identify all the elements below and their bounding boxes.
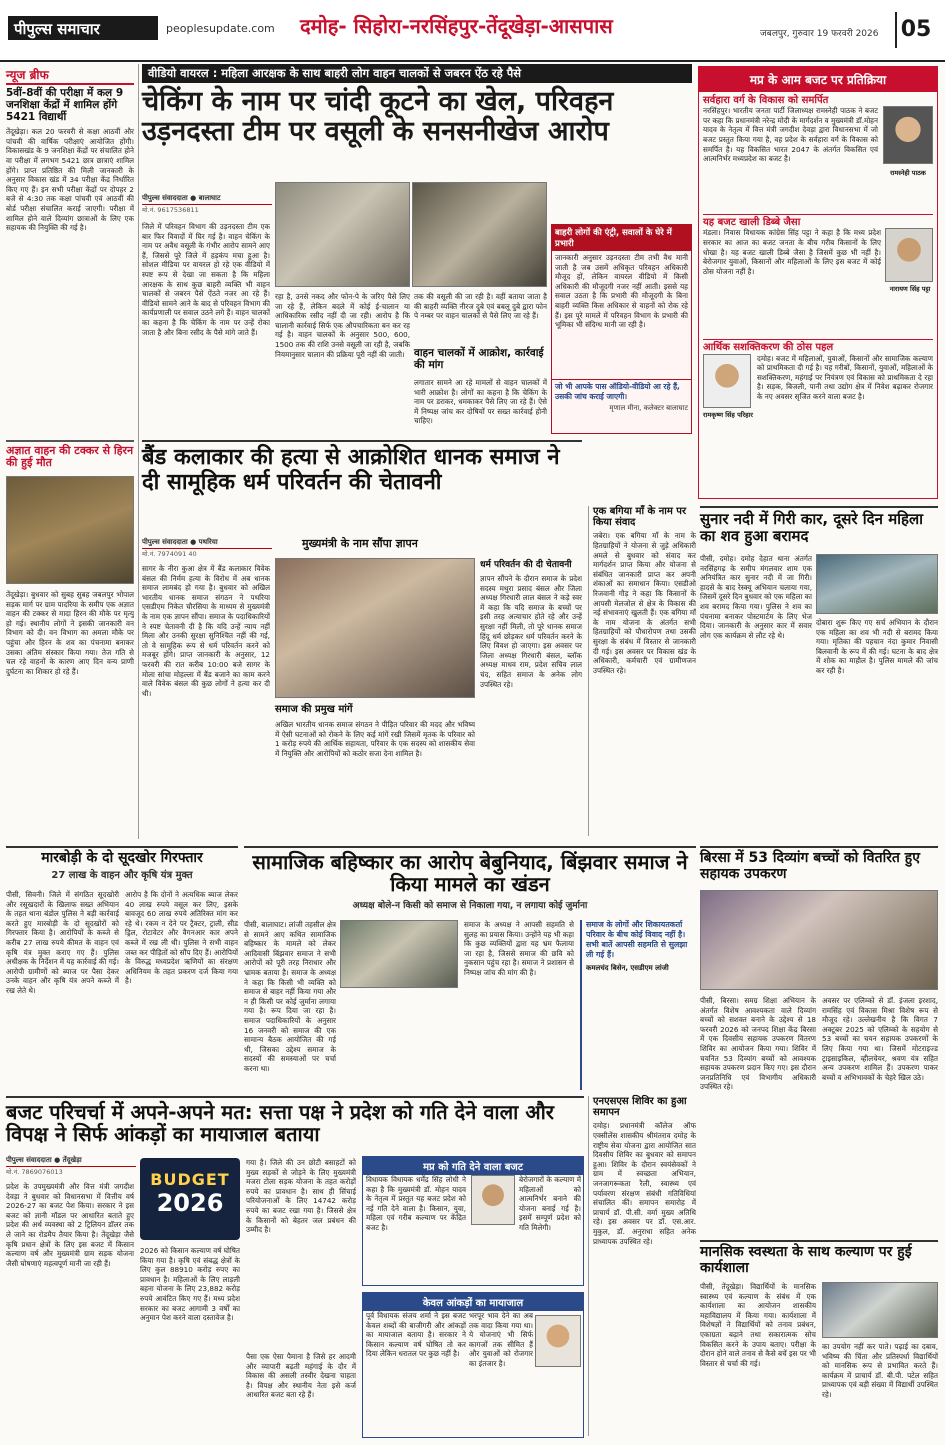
paper-name: पीपुल्स समाचार [14,20,100,38]
video-photo-2 [412,182,547,287]
nss-story [588,1096,696,1436]
birsa-photo [700,890,938,990]
band-headline: बैंड कलाकार की हत्या से आक्रोशित धानक समाज ने दी सामूहिक धर्म परिवर्तन की चेतावनी [142,445,560,495]
video-headline: चेकिंग के नाम पर चांदी कूटने का खेल, परिवहन उड़नदस्ता टीम पर वसूली के सनसनीखेज आरोप [142,86,614,148]
marwari-subhead: 27 लाख के वाहन और कृषि यंत्र मुक्त [51,869,193,881]
section-title: दमोह- सिहोरा-नरसिंहपुर-तेंदूखेड़ा-आसपास [300,14,613,38]
band-text: सागर के नीरा कुआ क्षेत्र में बैंड कलाकार विवेक बंसल की निर्मम हत्या के विरोध में अब धानक समाज लामबंद हो गया है। बुधवार को अखिल भारतीय धानक समाज संगठन ने पथरिया एसडीएम निकेत चौरसिया के माध्यम से मुख्यमंत्री के नाम एक ज्ञापन सौंपा। समाज के पदाधिकारियों ने स्पष्ट चेतावनी दी है कि यदि उन्हें न्याय नहीं मिला और उनकी सुरक्षा सुनिश्चित नहीं की गई, तो वे सामूहिक रूप से धर्म परिवर्तन करने को मजबूर होंगे। प्राप्त जानकारी के अनुसार, 12 फरवरी की रात करीब 10:00 बजे सागर के मोला सांचा मोहल्ला में बैंड बजाने का काम करने वाले विवेक बंसल की कुछ लोगों ने हत्या कर दी थी। [142,564,270,698]
masthead [0,0,945,62]
page-number: 05 [895,12,935,48]
birsa-text-2: अवसर पर एलिम्को से डॉ. इंजला इरशाद, रामसिंह एवं विकास मिश्रा विशेष रूप से मौजूद रहे। उल्लेखनीय है कि विगत 7 अक्टूबर 2025 को एलिम्को के सहयोग से 53 बच्चों का चयन सहायक उपकरणों के लिए किया गया था। जिसमें मोटराइज्ड ट्राइसाइकिल, व्हीलचेयर, श्रवण यंत्र सहित अन्य उपकरण शामिल हैं। उपकरण पाकर बच्चों व अभिभावकों के चेहरे खिल उठे। [822,996,938,1082]
boycott-quote-by: कमलचंद बिसेन, एसडीएम लांजी [586,964,669,972]
budget-mobile: मो.नं. 7869076013 [6,1168,63,1176]
video-text: जिले में परिवहन विभाग की उड़नदस्ता टीम एक बार फिर विवादों में घिर गई है। वाहन चेकिंग के नाम पर अवैध वसूली के गंभीर आरोप सामने आए हैं, जिससे पूरे जिले में हड़कंप मचा हुआ है। सोशल मीडिया पर वायरल हो रहे एक वीडियो में स्पष्ट रूप से देखा जा सकता है कि महिला आरक्षक के साथ कुछ बाहरी व्यक्ति भी वाहन चालकों से जबरन पैसे ऐंठते नजर आ रहे हैं। वीडियो सामने आने के बाद से परिवहन विभाग की कार्यप्रणाली पर सवाल उठने लगे हैं। वाहन चालकों का कहना है कि चेकिंग के नाम पर उन्हें रोका जाता है और बिना रसीद के पैसे मांगे जाते हैं। [142,222,270,337]
mental-story [700,1240,938,1440]
boycott-text-2: समाज के अध्यक्ष ने आपसी सहमति से सुलह का प्रयास किया। उन्होंने यह भी कहा कि कुछ व्यक्तियों द्वारा यह भ्रम फैलाया जा रहा है, जिससे समाज की छवि को नुकसान पहुंच रहा है। समाज ने प्रशासन से निष्पक्ष जांच की मांग की है। [464,920,574,977]
budget-item3-title: आर्थिक सशक्तिकरण की ठोस पहल [703,339,933,353]
budget-graphic-year: 2026 [156,1189,224,1217]
name-dialogue-text: जबेरा। एक बगिया माँ के नाम के हितग्राहियों ने योजना से जुड़े अधिकारी अमले से बुधवार को संवाद कर मार्गदर्शन प्राप्त किया और योजना से संबंधित जानकारी प्राप्त कर अपनी शंकाओं का समाधान किया। एसडीओ रिजवानी गौड़ ने कहा कि किसानों के आपसी मेलजोल से क्षेत्र के विकास की नई संभावनाएं खुलती हैं। एक बगिया माँ के नाम योजना के अंतर्गत सभी हितग्राहियों को पौधारोपण तथा उसकी सुरक्षा के संबंध में विस्तार से जानकारी दी गई। इस अवसर पर विकास खंड के अधिकारी, कर्मचारी एवं ग्रामीणजन उपस्थित रहे। [593,531,696,675]
budget-con-photo [535,1315,581,1367]
budget-text-4: पैसा एक ऐसा पैमाना है जिसे हर आदमी और व्यापारी बढ़ती महंगाई के दौर में विकास की असली तस्वीर देखना चाहता है। विपक्ष और स्थानीय नेता इसे कर्ज आधारित बजट बता रहे हैं। [246,1352,356,1400]
budget-graphic-label: BUDGET [150,1170,230,1189]
budget-byline: पीपुल्स संवाददाता ● तेंदूखेड़ा [6,1156,136,1167]
boycott-text: पीसी, बालाघाट। लांजी तहसील क्षेत्र से सामने आए कथित सामाजिक बहिष्कार के मामले को लेकर आदिवासी बिंझवार समाज ने सभी आरोपों को पूरी तरह निराधार और भ्रामक बताया है। समाज के अध्यक्ष ने कहा कि किसी भी व्यक्ति को समाज से बाहर नहीं किया गया और न ही किसी पर कोई जुर्माना लगाया गया है। रूप दिया जा रहा है। समाज पदाधिकारियों के अनुसार 16 जनवरी को समाज की एक सामान्य बैठक आयोजित की गई थी, जिसका उद्देश्य समाज के सदस्यों की समस्याओं पर चर्चा करना था। [244,920,336,1073]
budget-pro-box [362,1156,584,1286]
name-dialogue-story [588,506,696,836]
mental-photo [822,1282,938,1338]
marwari-headline: मारबोड़ी के दो सूदखोर गिरफ्तार [41,850,203,866]
band-mobile: मो.नं. 7974091 40 [142,550,197,558]
video-byline: पीपुल्स संवाददाता ● बालाघाट [142,194,272,205]
band-story [142,440,582,838]
boycott-quote: समाज के लोगों और शिकायतकर्ता परिवार के बीच कोई विवाद नहीं है। सभी बातें आपसी सहमति से सुलझा ली गई हैं। [586,920,688,959]
marwari-text: पीसी, सिवनी। जिले में संगठित सूदखोरी और रसूखदारों के खिलाफ सख्त अभियान के तहत थाना बंडोल पुलिस ने बड़ी कार्रवाई करते हुए मारबोड़ी के दो सूदखोरों को गिरफ्तार किया है। आरोपियों के कब्जे से करीब 27 लाख रुपये कीमत के वाहन एवं कृषि यंत्र मुक्त कराए गए हैं। पुलिस अधीक्षक के निर्देशन में यह कार्रवाई की गई। आरोपी ग्रामीणों को ब्याज पर पैसा देकर उनके वाहन और कृषि यंत्र अपने कब्जे में रख लेते थे। [6,890,119,995]
budget-item1-photo [883,106,933,164]
budget-item1-text: नरसिंहपुर। भारतीय जनता पार्टी जिलाध्यक्ष रामस्नेही पाठक ने बजट पर कहा कि प्रधानमंत्री नरेन्द्र मोदी के मार्गदर्शन व मुख्यमंत्री डॉ.मोहन यादव के नेतृत्व में वित्त मंत्री जगदीश देवड़ा द्वारा विधानसभा में जो बजट प्रस्तुत किया गया है, वह प्रदेश के सर्वहारा वर्ग के विकास को समर्पित है। यह विकसित भारत 2047 के अंतर्गत विकसित एवं आत्मनिर्भर मध्यप्रदेश का बजट है। [703,106,878,164]
budget-reaction-column [698,66,938,499]
deer-text: तेंदूखेड़ा। बुधवार को सुबह सुबह जबलपुर भोपाल सड़क मार्ग पर ग्राम पादरिया के समीप एक अज्ञात वाहन की टक्कर से मादा हिरन की मौके पर मृत्यु हो गई। स्थानीय लोगों ने इसकी जानकारी वन विभाग को दी। वन विभाग का अमला मौके पर पहुंचा और हिरन के शव का पंचनामा बनाकर उसका अंतिम संस्कार किया गया। तेज गति से चल रहे वाहनों के कारण आए दिन वन्य प्राणी दुर्घटना का शिकार हो रहे हैं। [6,590,134,676]
deer-headline: अज्ञात वाहन की टक्कर से हिरन की हुई मौत [6,440,134,470]
video-text-3: तक की वसूली की जा रही है। वहीं बताया जाता है की बाहरी व्यक्ति नीरज दुबे एवं बबलू दुबे द्वारा फोन पे नम्बर पर वाहन चालकों से पैसे लिए जा रहे हैं। [414,292,547,321]
news-brief-label: न्यूज ब्रीफ [6,66,134,85]
budget-pro-photo [471,1175,515,1225]
boycott-story [244,846,696,1091]
budget-story [6,1096,584,1439]
budget-item3-text: दमोह। बजट में महिलाओं, युवाओं, किसानों और सामाजिक कल्याण को प्राथमिकता दी गई है। यह गरीबों, किसानों, युवाओं, महिलाओं के सशक्तिकरण, महंगाई पर नियंत्रण एवं विकास को प्राथमिकता दे रहा है। सड़क, बिजली, पानी तथा उद्योग क्षेत्र में निवेश बढ़ाकर रोजगार के नए अवसर सृजित करने वाला बजट है। [757,353,933,401]
mental-headline: मानसिक स्वस्थता के साथ कल्याण पर हुई कार्यशाला [700,1244,912,1276]
band-demands-text: अखिल भारतीय धानक समाज संगठन ने पीड़ित परिवार की मदद और भविष्य में ऐसी घटनाओं को रोकने के लिए कई मांगें रखी जिसमें मृतक के परिवार को 1 करोड़ रुपये की आर्थिक सहायता, परिवार के एक सदस्य को शासकीय सेवा में नियुक्ति और आरोपियों को कठोर सजा देना शामिल है। [275,720,475,758]
news-brief-text: तेंदूखेड़ा। कल 20 फरवरी से कक्षा आठवीं और पांचवी की वार्षिक परीक्षाएं आयोजित होंगी। विकासखंड के 9 जनशिक्षा केंद्रों पर संचालित होने वा परीक्षा में लगभग 5421 छात्र छात्राएं शामिल होंगे। प्राप्त प्रतिष्ठित की मिली जानकारी के अनुसार विकास खंड में 34 परीक्षा केंद्र निर्धारित किए गए हैं। इन सभी परीक्षा केंद्रों पर दोपहर 2 बजे से 4:30 तक कक्षा पांचवी एवं आठवीं की बोर्ड परीक्षा संचालित कराई जाएगी। परीक्षा में शामिल होने वाले दिव्यांग छात्राओं के लिए एक सहायक की नियुक्ति की गई है। [6,127,134,233]
budget-reaction-header: मप्र के आम बजट पर प्रतिक्रिया [699,67,937,92]
budget-item2-name: नारायण सिंह पट्टा [889,285,931,294]
video-inset-text: जानकारी अनुसार उड़नदस्ता टीम तभी वैध मानी जाती है जब उसमें अधिकृत परिवहन अधिकारी मौजूद हों, लेकिन वायरल वीडियो में किसी अधिकारी की मौजूदगी नजर नहीं आती। इससे यह सवाल उठता है कि प्रभारी की मौजूदगी के बिना बाहरी व्यक्ति किस अधिकार से वाहनों को रोक रहे हैं। इस पूरे मामले में परिवहन विभाग के प्रभारी की भूमिका भी संदिग्ध मानी जा रही है। [555,253,688,330]
nss-headline: एनएसएस शिविर का हुआ समापन [593,1096,687,1119]
budget-item3-name: रामकृष्ण सिंह परिहार [703,410,753,419]
deer-photo [6,476,134,584]
boycott-subhead: अध्यक्ष बोले-न किसी को समाज से निकाला गया, न लगाया कोई जुर्माना [352,900,588,911]
budget-con-box [362,1292,584,1438]
marwari-text-2: आरोप है कि दोनों ने अत्यधिक ब्याज लेकर 40 लाख रुपये वसूल कर लिए, इसके बावजूद 60 लाख रुपये अतिरिक्त मांग कर रहे थे। रकम न देने पर ट्रैक्टर, ट्राली, सीड ड्रिल, रोटावेटर और वैगनआर कार अपने कब्जे में रख ली थी। पुलिस ने सभी वाहन जब्त कर पीड़ितों को सौंप दिए हैं। आरोपियों के विरुद्ध मध्यप्रदेश ऋणियों का संरक्षण अधिनियम के तहत प्रकरण दर्ज किया गया है। [125,890,238,986]
budget-con-text: पूर्व विधायक संजय शर्मा ने इस बजट केवल शब्दों की बाजीगरी और आंकड़ों का मायाजाल बताया है। सरकार ने किसान कल्याण वर्ष घोषित तो कर दिया लेकिन धरातल पर कुछ नहीं है। [366,1311,466,1359]
river-photo [816,554,938,614]
video-inset-quote: जो भी आपके पास ऑडियो-वीडियो आ रहे हैं, उसकी जांच कराई जाएगी। [552,379,691,404]
river-text-2: दोबारा शुरू किए गए सर्च अभियान के दौरान एक महिला का शव भी नदी से बरामद किया गया। मृतिका की पहचान नंदा कुमार निवासी बिलवानी के रूप में की गई। घटना के बाद क्षेत्र में शोक का माहौल है। पुलिस मामले की जांच कर रही है। [816,618,938,675]
budget-text-2: 2026 को किसान कल्याण वर्ष घोषित किया गया है। कृषि एवं संबद्ध क्षेत्रों के लिए कुल 88910 करोड़ रुपए का प्रावधान है। महिलाओं के लिए लाड़ली बहना योजना के लिए 23,882 करोड़ रुपये आवंटित किए गए हैं। मध्य प्रदेश सरकार का बजट आगामी 3 वर्षों का अनुमान पेश करने वाला दस्तावेज है। [140,1246,240,1323]
birsa-text: पीसी, बिरसा। समग्र शिक्षा अभियान के अंतर्गत विशेष आवश्यकता वाले दिव्यांग बच्चों को सशक्त बनाने के उद्देश्य से 18 फरवरी 2026 को जनपद शिक्षा केंद्र बिरसा में एक दिवसीय सहायक उपकरण वितरण शिविर का आयोजन किया गया। शिविर में चयनित 53 दिव्यांग बच्चों को आवश्यक सहायक उपकरण प्रदान किए गए। इस दौरान जनप्रतिनिधि एवं विभागीय अधिकारी उपस्थित रहे। [700,996,816,1092]
budget-item2-title: यह बजट खाली डिब्बे जैसा [703,214,933,228]
budget-pro-text: विधायक विधायक धर्मेंद्र सिंह लोधी ने कहा है कि मुख्यमंत्री डॉ. मोहन यादव के नेतृत्व में प्रस्तुत यह बजट प्रदेश को नई गति देने वाला है। किसान, युवा, महिला एवं गरीब कल्याण पर केंद्रित बजट है। [366,1175,466,1232]
date-line: जबलपुर, गुरुवार 19 फरवरी 2026 [760,29,879,39]
budget-text-3: गया है। जिले की उन छोटी बसाहटों को मुख्य सड़कों से जोड़ने के लिए मुख्यमंत्री मजरा टोला सड़क योजना के तहत करोड़ों रुपये का प्रावधान है। साथ ही सिंचाई परियोजनाओं के लिए 14742 करोड़ रुपये का बजट रखा गया है। जिससे क्षेत्र के किसानों को बेहतर जल प्रबंधन की उम्मीद है। [246,1158,356,1235]
budget-graphic [140,1158,240,1240]
video-inset [551,224,692,434]
budget-item1-title: सर्वहारा वर्ग के विकास को समर्पित [703,95,829,106]
budget-item3-photo [703,354,751,408]
mental-text-2: का उपयोग नहीं कर पाते। पढ़ाई का दबाव, भविष्य की चिंता और प्रतिस्पर्धा विद्यार्थियों को मानसिक रूप से प्रभावित करते हैं। कार्यक्रम में प्राचार्य डॉ. बी.पी. पटेल सहित प्राध्यापक एवं बड़ी संख्या में विद्यार्थी उपस्थित रहे। [822,1342,938,1399]
name-dialogue-headline: एक बगिया माँ के नाम पर किया संवाद [593,506,687,529]
budget-pro-header: मप्र को गति देने वाला बजट [363,1157,583,1175]
budget-con-text-2: भरपूर भाव देने का अब तक वादा किया गया था। ये योजनाएं भी सिर्फ कागजों तक सीमित हैं और युवाओं को रोजगार का इंतजार है। [469,1311,533,1368]
video-photo-1 [275,182,410,287]
paper-logo [8,16,158,40]
video-story [142,64,692,434]
river-story [700,506,938,836]
video-mobile: मो.नं. 9617536811 [142,206,199,214]
video-subhead-demand: वाहन चालकों में आक्रोश, कार्रवाई की मांग [414,347,544,371]
video-kicker: वीडियो वायरल : महिला आरक्षक के साथ बाहरी लोग वाहन चालकों से जबरन ऐंठ रहे पैसे [142,64,692,83]
river-headline: सुनार नदी में गिरी कार, दूसरे दिन महिला का शव हुआ बरामद [700,510,924,545]
budget-item1-name: रामस्नेही पाठक [890,169,926,178]
mental-text: पीसी, तेंदूखेड़ा। विद्यार्थियों के मानसिक स्वास्थ्य एवं कल्याण के संबंध में एक कार्यशाला का आयोजन शासकीय महाविद्यालय में किया गया। कार्यशाला में विशेषज्ञों ने विद्यार्थियों को तनाव प्रबंधन, एकाग्रता बढ़ाने तथा सकारात्मक सोच विकसित करने के उपाय बताए। परीक्षा के दौरान होने वाले तनाव से कैसे बचें इस पर भी विस्तार से चर्चा की गई। [700,1282,816,1368]
video-text-4: लगातार सामने आ रहे मामलों से वाहन चालकों में भारी आक्रोश है। लोगों का कहना है कि चेकिंग के नाम पर डराकर, धमकाकर पैसे लिए जा रहे हैं। ऐसे में निष्पक्ष जांच कर दोषियों पर सख्त कार्रवाई होनी चाहिए। [414,378,547,426]
birsa-headline: बिरसा में 53 दिव्यांग बच्चों को वितरित हुए सहायक उपकरण [700,850,920,882]
budget-headline: बजट परिचर्चा में अपने-अपने मत: सत्ता पक्ष ने प्रदेश को गति देने वाला और विपक्ष ने सिर्फ आंकड़ों का मायाजाल बताया [6,1100,554,1147]
budget-item2-text: मंडला। निवास विधायक कांग्रेस सिंह पट्टा ने कहा है कि मध्य प्रदेश सरकार का आज का बजट जनता के बीच गरीब किसानों के लिए धोखा है। यह बजट खाली डिब्बे जैसा है जिसमें कुछ भी नहीं है। बेरोजगार युवाओं, किसानों और महिलाओं के लिए इस बजट में कोई ठोस योजना नहीं है। [703,228,881,276]
marwari-story [6,846,238,1091]
band-subhead: मुख्यमंत्री के नाम सौंपा ज्ञापन [302,537,418,550]
band-warning-text: ज्ञापन सौंपने के दौरान समाज के प्रदेश सदस्य मथुरा प्रसाद बंसल और जिला अध्यक्ष गिरधारी लाल बंसल ने कड़े स्वर में कहा कि यदि समाज के बच्चों पर इसी तरह अत्याचार होते रहे और उन्हें सुरक्षा नहीं मिली, तो पूरे धानक समाज हिंदू धर्म छोड़कर धर्म परिवर्तन करने के लिए विवश हो जाएगा। इस अवसर पर जिला अध्यक्ष गिरधारी बंसल, ब्लॉक अध्यक्ष माधव राम, प्रदेश सचिव लाल चंद, सहित समाज के अनेक लोग उपस्थित रहे। [480,574,582,689]
boycott-photo [340,920,458,988]
band-photo [275,558,475,698]
budget-text: प्रदेश के उपमुख्यमंत्री और वित्त मंत्री जगदीश देवड़ा ने बुधवार को विधानसभा में वित्तीय वर्ष 2026-27 का बजट पेश किया। सरकार ने इस बजट को ज्ञानी मॉडल पर आधारित बताते हुए प्रदेश की अर्थ व्यवस्था को 2 ट्रिलियन डॉलर तक ले जाने का रोडमैप तैयार किया है। तेंदूखेड़ा जैसे कृषि प्रधान क्षेत्रों के लिए इस बजट में किसान कल्याण वर्ष और मुख्यमंत्री ग्राम सड़क योजना जैसी घोषणाएं महत्वपूर्ण मानी जा रही हैं। [6,1182,134,1268]
river-text: पीसी, दमोह। दमोह देहात थाना अंतर्गत नरसिंहगढ़ के समीप मंगलवार शाम एक अनियंत्रित कार सुनार नदी में जा गिरी। हादसे के बाद रेस्क्यू अभियान चलाया गया, जिसमें दूसरे दिन बुधवार को एक महिला का शव बरामद किया गया। पुलिस ने शव का पंचनामा बनाकर पोस्टमार्टम के लिए भेज दिया। जानकारी के अनुसार कार में सवार लोग एक कार्यक्रम से लौट रहे थे। [700,554,812,640]
boycott-quote-box [580,920,696,1090]
boycott-headline: सामाजिक बहिष्कार का आरोप बेबुनियाद, बिंझवार समाज ने किया मामले का खंडन [252,850,688,897]
band-photo-caption: समाज की प्रमुख मांगें [275,704,353,715]
nss-text: दमोह। प्रधानमंत्री कॉलेज ऑफ एक्सीलेंस शासकीय श्रीमंतराव दमोह के राष्ट्रीय सेवा योजना द्वारा आयोजित सात दिवसीय शिविर का बुधवार को समापन हुआ। शिविर के दौरान स्वयंसेवकों ने ग्राम में स्वच्छता अभियान, जनजागरूकता रैली, स्वास्थ्य एवं पर्यावरण संरक्षण संबंधी गतिविधियां संचालित कीं। समापन समारोह में प्राचार्य डॉ. पी.सी. वर्मा मुख्य अतिथि रहे। इस अवसर पर डॉ. एस.आर. मुकुल, डॉ. अनुराधा सहित अनेक प्राध्यापक उपस्थित रहे। [593,1121,696,1246]
deer-story [6,440,134,835]
video-inset-title: बाहरी लोगों की एंट्री, सवालों के घेरे में प्रभारी [552,225,691,251]
band-byline: पीपुल्स संवाददाता ● पथरिया [142,538,272,549]
divider [138,64,139,839]
birsa-story [700,846,938,1236]
video-text-2: रहा है, उनसे नकद और फोन-पे के जरिए पैसे लिए जा रहे हैं, लेकिन बदले में कोई ई-चालान या आधिकारिक रसीद नहीं दी जा रही। आरोप है कि चालानी कार्रवाई सिर्फ एक औपचारिकता बन कर रह गई है। वाहन चालकों के अनुसार 500, 600, 1500 तक की राशि उनसे वसूली जा रही है, जबकि नियमानुसार चालान की प्रक्रिया पूरी नहीं की जाती। [275,292,410,359]
website: peoplesupdate.com [166,22,275,35]
budget-item2-photo [885,228,933,282]
budget-pro-text-2: बेरोजगारों के कल्याण में महिलाओं को आत्मनिर्भर बनाने की योजना बनाई गई है। इसमें सम्पूर्ण प्रदेश को गति मिलेगी। [519,1175,581,1232]
video-inset-quote-by: मृणाल मीना, कलेक्टर बालाघाट [609,404,688,412]
news-brief-headline: 5वीं-8वीं की परीक्षा में कल 9 जनशिक्षा केंद्रों में शामिल होंगे 5421 विद्यार्थी [6,87,124,123]
band-warning-title: धर्म परिवर्तन की दी चेतावनी [480,560,572,570]
budget-con-header: केवल आंकड़ों का मायाजाल [363,1293,583,1311]
